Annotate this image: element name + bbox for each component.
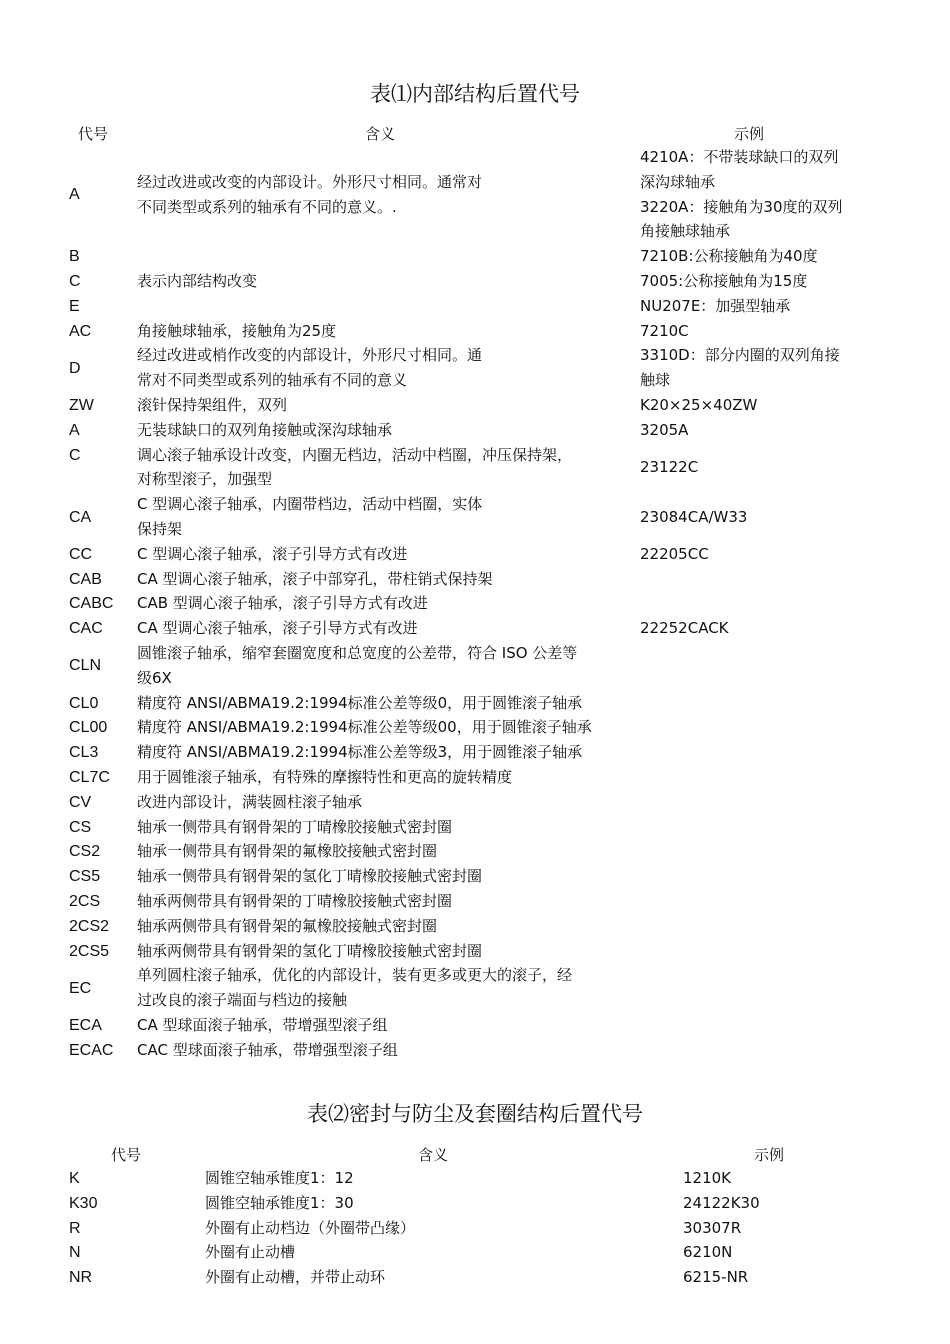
table1-header-code: 代号 xyxy=(78,125,109,143)
row-meaning: 外圈有止动槽 xyxy=(205,1243,296,1262)
row-code: CL3 xyxy=(69,744,99,762)
row-code: CA xyxy=(69,508,92,526)
row-code: CL7C xyxy=(69,769,110,786)
row-code: R xyxy=(69,1219,81,1237)
row-code: NR xyxy=(69,1269,93,1287)
row-code: C xyxy=(69,273,81,290)
row-example: 24122K30 xyxy=(683,1193,760,1212)
row-code: 2CS5 xyxy=(69,942,110,960)
row-meaning-line: 不同类型或系列的轴承有不同的意义。. xyxy=(137,197,397,216)
row-meaning-line: 过改良的滚子端面与档边的接触 xyxy=(137,991,348,1010)
row-example-line: 3205A xyxy=(640,420,689,439)
table2-title: 表⑵密封与防尘及套圈结构后置代号 xyxy=(307,1102,643,1126)
row-example-line: 3220A：接触角为30度的双列 xyxy=(640,197,843,216)
row-code: CS xyxy=(69,818,92,836)
row-code: C xyxy=(69,446,81,464)
row-meaning: 圆锥空轴承锥度1：12 xyxy=(205,1169,354,1187)
row-meaning-line: 无装球缺口的双列角接触或深沟球轴承 xyxy=(137,420,393,439)
row-example-line: 深沟球轴承 xyxy=(640,172,716,191)
row-code: 2CS2 xyxy=(69,917,110,935)
row-code: ECAC xyxy=(69,1041,114,1059)
row-meaning-line: 单列圆柱滚子轴承，优化的内部设计，装有更多或更大的滚子，经 xyxy=(137,966,573,985)
row-meaning: 外圈有止动档边（外圈带凸缘） xyxy=(205,1218,416,1237)
table2-header-code: 代号 xyxy=(111,1146,142,1164)
row-code: K xyxy=(69,1170,80,1187)
row-example: 6210N xyxy=(683,1243,733,1262)
row-meaning-line: 用于圆锥滚子轴承，有特殊的摩擦特性和更高的旋转精度 xyxy=(137,768,513,786)
row-code: CL00 xyxy=(69,719,108,737)
row-meaning-line: C 型调心滚子轴承，滚子引导方式有改进 xyxy=(137,544,408,563)
row-code: CAC xyxy=(69,620,103,638)
row-example-line: 7210B:公称接触角为40度 xyxy=(640,247,818,266)
row-code: CLN xyxy=(69,657,102,675)
row-code: E xyxy=(69,297,80,315)
row-meaning-line: 轴承一侧带具有钢骨架的丁晴橡胶接触式密封圈 xyxy=(137,817,453,836)
row-example-line: K20×25×40ZW xyxy=(640,396,758,414)
row-meaning-line: 表示内部结构改变 xyxy=(137,272,258,290)
row-meaning-line: 级6X xyxy=(137,668,172,687)
row-code: 2CS xyxy=(69,893,101,910)
row-example: 6215-NR xyxy=(683,1268,749,1287)
row-code: CAB xyxy=(69,570,102,588)
row-example-line: 角接触球轴承 xyxy=(640,222,731,241)
row-code: B xyxy=(69,248,80,266)
row-code: A xyxy=(69,186,80,204)
row-meaning-line: 圆锥滚子轴承，缩窄套圈宽度和总宽度的公差带，符合 ISO 公差等 xyxy=(137,644,578,662)
row-code: CABC xyxy=(69,595,114,613)
row-meaning-line: 轴承两侧带具有钢骨架的氟橡胶接触式密封圈 xyxy=(137,916,438,935)
row-meaning-line: 常对不同类型或系列的轴承有不同的意义 xyxy=(137,371,408,390)
row-meaning-line: 轴承一侧带具有钢骨架的氢化丁晴橡胶接触式密封圈 xyxy=(137,867,483,886)
row-meaning-line: CAC 型球面滚子轴承，带增强型滚子组 xyxy=(137,1040,398,1059)
row-meaning-line: CAB 型调心滚子轴承，滚子引导方式有改进 xyxy=(137,594,428,613)
row-code: CC xyxy=(69,545,93,563)
row-meaning-line: 角接触球轴承，接触角为25度 xyxy=(137,321,337,340)
row-code: K30 xyxy=(69,1194,98,1212)
row-meaning-line: CA 型调心滚子轴承，滚子中部穿孔，带柱销式保持架 xyxy=(137,569,493,588)
row-code: ECA xyxy=(69,1017,102,1034)
row-example-line: NU207E：加强型轴承 xyxy=(640,296,791,315)
row-code: EC xyxy=(69,979,92,997)
row-meaning: 外圈有止动槽，并带止动环 xyxy=(205,1268,386,1287)
row-example-line: 22205CC xyxy=(640,544,709,563)
table2-header-example: 示例 xyxy=(754,1146,785,1164)
row-meaning: 圆锥空轴承锥度1：30 xyxy=(205,1193,354,1212)
row-code: N xyxy=(69,1244,81,1262)
row-code: CS5 xyxy=(69,868,101,886)
row-meaning-line: 精度符 ANSI/ABMA19.2:1994标准公差等级00，用于圆锥滚子轴承 xyxy=(137,718,592,737)
row-example-line: 22252CACK xyxy=(640,619,729,638)
row-code: D xyxy=(69,359,81,377)
row-example-line: 3310D：部分内圈的双列角接 xyxy=(640,346,840,365)
table1-header-meaning: 含义 xyxy=(365,125,396,143)
row-meaning-line: 精度符 ANSI/ABMA19.2:1994标准公差等级0，用于圆锥滚子轴承 xyxy=(137,693,583,712)
row-meaning-line: 滚针保持架组件，双列 xyxy=(137,396,288,414)
row-code: ZW xyxy=(69,397,94,414)
row-meaning-line: 轴承两侧带具有钢骨架的丁晴橡胶接触式密封圈 xyxy=(137,892,453,910)
row-meaning-line: CA 型调心滚子轴承，滚子引导方式有改进 xyxy=(137,619,418,638)
row-example-line: 4210A：不带装球缺口的双列 xyxy=(640,148,839,166)
row-code: CS2 xyxy=(69,843,101,861)
row-meaning-line: 精度符 ANSI/ABMA19.2:1994标准公差等级3，用于圆锥滚子轴承 xyxy=(137,743,583,762)
row-meaning-line: 对称型滚子，加强型 xyxy=(137,470,273,489)
row-example-line: 23122C xyxy=(640,458,699,476)
row-example-line: 7210C xyxy=(640,321,689,340)
row-example: 30307R xyxy=(683,1218,742,1237)
table2-header-meaning: 含义 xyxy=(418,1146,449,1164)
row-example-line: 触球 xyxy=(640,371,671,390)
row-meaning-line: CA 型球面滚子轴承，带增强型滚子组 xyxy=(137,1016,388,1034)
row-code: CV xyxy=(69,793,92,811)
row-code: A xyxy=(69,421,80,439)
row-meaning-line: 保持架 xyxy=(137,520,183,538)
row-meaning-line: 经过改进或梢作改变的内部设计，外形尺寸相同。通 xyxy=(137,346,483,365)
row-meaning-line: 轴承两侧带具有钢骨架的氢化丁晴橡胶接触式密封圈 xyxy=(137,941,483,960)
row-meaning-line: 调心滚子轴承设计改变，内圈无档边，活动中档圈，冲压保持架， xyxy=(137,445,573,464)
row-code: CL0 xyxy=(69,694,99,712)
row-meaning-line: 经过改进或改变的内部设计。外形尺寸相同。通常对 xyxy=(137,172,483,191)
row-example-line: 23084CA/W33 xyxy=(640,507,748,526)
row-example: 1210K xyxy=(683,1169,732,1187)
row-meaning-line: 改进内部设计，满装圆柱滚子轴承 xyxy=(137,792,363,811)
row-meaning-line: 轴承一侧带具有钢骨架的氟橡胶接触式密封圈 xyxy=(137,842,438,861)
row-code: AC xyxy=(69,322,92,340)
row-example-line: 7005:公称接触角为15度 xyxy=(640,272,808,290)
row-meaning-line: C 型调心滚子轴承，内圈带档边，活动中档圈，实体 xyxy=(137,495,483,514)
table1-title: 表⑴内部结构后置代号 xyxy=(370,82,580,106)
table1-header-example: 示例 xyxy=(734,125,765,143)
